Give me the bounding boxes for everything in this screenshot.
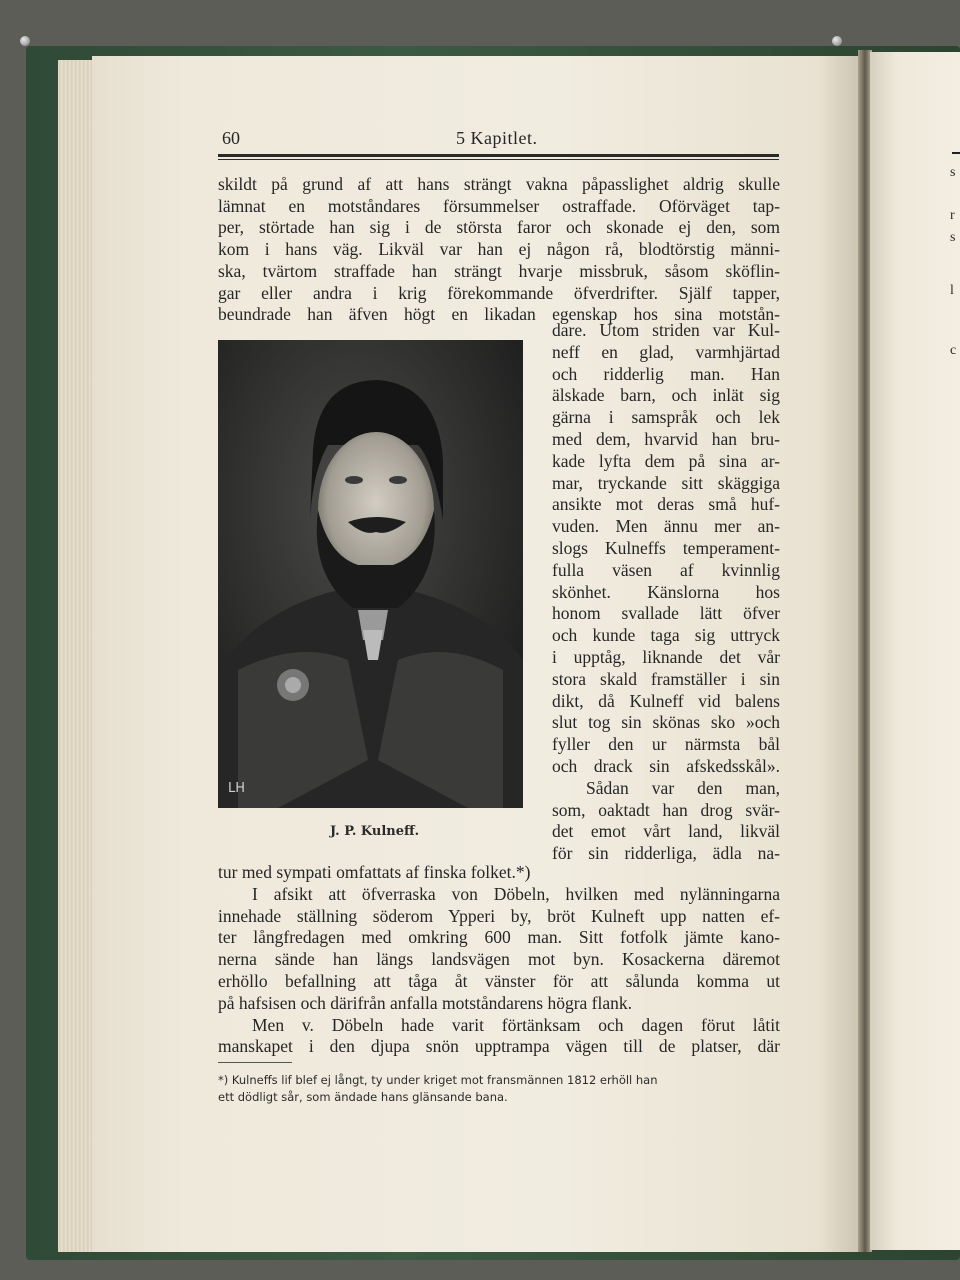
text-line: i upptåg, liknande det vår — [552, 647, 780, 667]
text-line: dare. Utom striden var Kul- — [552, 320, 780, 340]
text-line: per, störtade han sig i de största faror och skonade ej den, som — [218, 217, 780, 238]
text-line: I afsikt att öfverraska von Döbeln, hvilken med nylänningarna — [252, 883, 780, 904]
portrait-monogram: LH — [228, 781, 246, 796]
text-line: kom i hans väg. Likväl var han ej någon rå, blodtörstig männi- — [218, 239, 780, 260]
right-page-letter: s — [950, 230, 956, 245]
portrait-figure — [218, 340, 523, 808]
text-line: lämnat en motståndares försummelser ostraffade. Oförväget tap- — [218, 195, 780, 216]
text-line: gar eller andra i krig förekommande öfverdrifter. Själf tapper, — [218, 282, 780, 303]
text-line: fyller den ur närmsta bål — [552, 734, 780, 755]
text-line: stora skald framställer i sin — [552, 668, 780, 689]
text-line: slogs Kulneffs temperament- — [552, 538, 780, 558]
figure-caption: J. P. Kulneff. — [330, 824, 420, 839]
pin-top-right — [832, 36, 842, 46]
text-line: som, oaktadt han drog svär- — [552, 799, 780, 820]
text-line: dikt, då Kulneff vid balens — [552, 690, 780, 711]
text-line: tur med sympati omfattats af finska folket.*) — [218, 862, 531, 882]
text-line: och drack sin afskedsskål». — [552, 756, 780, 776]
header-rule-thin — [218, 159, 779, 160]
text-line: ska, tvärtom straffade han strängt hvarje missbruk, såsom sköflin- — [218, 260, 780, 281]
footnote-line-1: *) Kulneffs lif blef ej långt, ty under kriget mot fransmännen 1812 erhöll han — [218, 1073, 658, 1087]
text-line: skildt på grund af att hans strängt vakna påpasslighet aldrig skulle — [218, 174, 780, 194]
right-page-letter: s — [950, 165, 956, 180]
text-line: det emot vårt land, likväl — [552, 821, 780, 842]
page-number: 60 — [222, 128, 240, 148]
text-line: skönhet. Känslorna hos — [552, 581, 780, 602]
text-line: gärna i samspråk och lek — [552, 407, 780, 428]
text-line: slut tog sin skönas sko »och — [552, 712, 780, 733]
text-line: vuden. Men ännu mer an- — [552, 516, 780, 537]
header-rule — [218, 154, 779, 157]
portrait-image — [218, 340, 523, 808]
text-line: honom svallade lätt öfver — [552, 603, 780, 624]
text-line: på hafsisen och därifrån anfalla motståndarens högra flank. — [218, 992, 633, 1013]
right-page-letter: c — [950, 343, 957, 358]
text-line: ter långfredagen med omkring 600 man. Sitt fotfolk jämte kano- — [218, 927, 780, 948]
text-line: neff en glad, varmhjärtad — [552, 341, 780, 362]
text-line: beundrade han äfven högt en likadan egenskap hos sina motstån- — [218, 304, 780, 325]
text-line: och kunde taga sig uttryck — [552, 625, 780, 646]
text-line: kade lyfta dem på sina ar- — [552, 450, 780, 471]
text-line: mar, tryckande sitt skäggiga — [552, 472, 780, 493]
text-line: ansikte mot deras små huf- — [552, 494, 780, 515]
right-page-letter: l — [950, 283, 954, 298]
text-line: Sådan var den man, — [586, 777, 780, 798]
text-line: fulla väsen af kvinnlig — [552, 559, 780, 580]
text-line: och ridderlig man. Han — [552, 363, 780, 384]
text-line: manskapet i den djupa snön upptrampa vägen till de platser, där — [218, 1036, 780, 1057]
text-line: med dem, hvarvid han bru- — [552, 429, 780, 449]
running-title: 5 Kapitlet. — [456, 128, 538, 148]
text-line: nerna sände han längs landsvägen mot byn. Kosackerna däremot — [218, 949, 780, 970]
text-line: innehade ställning söderom Ypperi by, bröt Kulneft upp natten ef- — [218, 905, 780, 926]
text-line: för sin ridderliga, ädla na- — [552, 843, 780, 864]
text-line: Men v. Döbeln hade varit förtänksam och dagen förut låtit — [252, 1014, 780, 1035]
footnote-rule — [218, 1062, 292, 1063]
text-line: älskade barn, och inlät sig — [552, 385, 780, 406]
footnote-line-2: ett dödligt sår, som ändade hans glänsande bana. — [218, 1090, 508, 1104]
text-line: erhöllo befallning att tåga åt vänster för att sålunda komma ut — [218, 971, 780, 991]
right-page-letter: r — [950, 208, 955, 223]
right-page-sliver — [870, 52, 960, 1250]
right-page-rule — [952, 152, 960, 154]
pin-top-left — [20, 36, 30, 46]
